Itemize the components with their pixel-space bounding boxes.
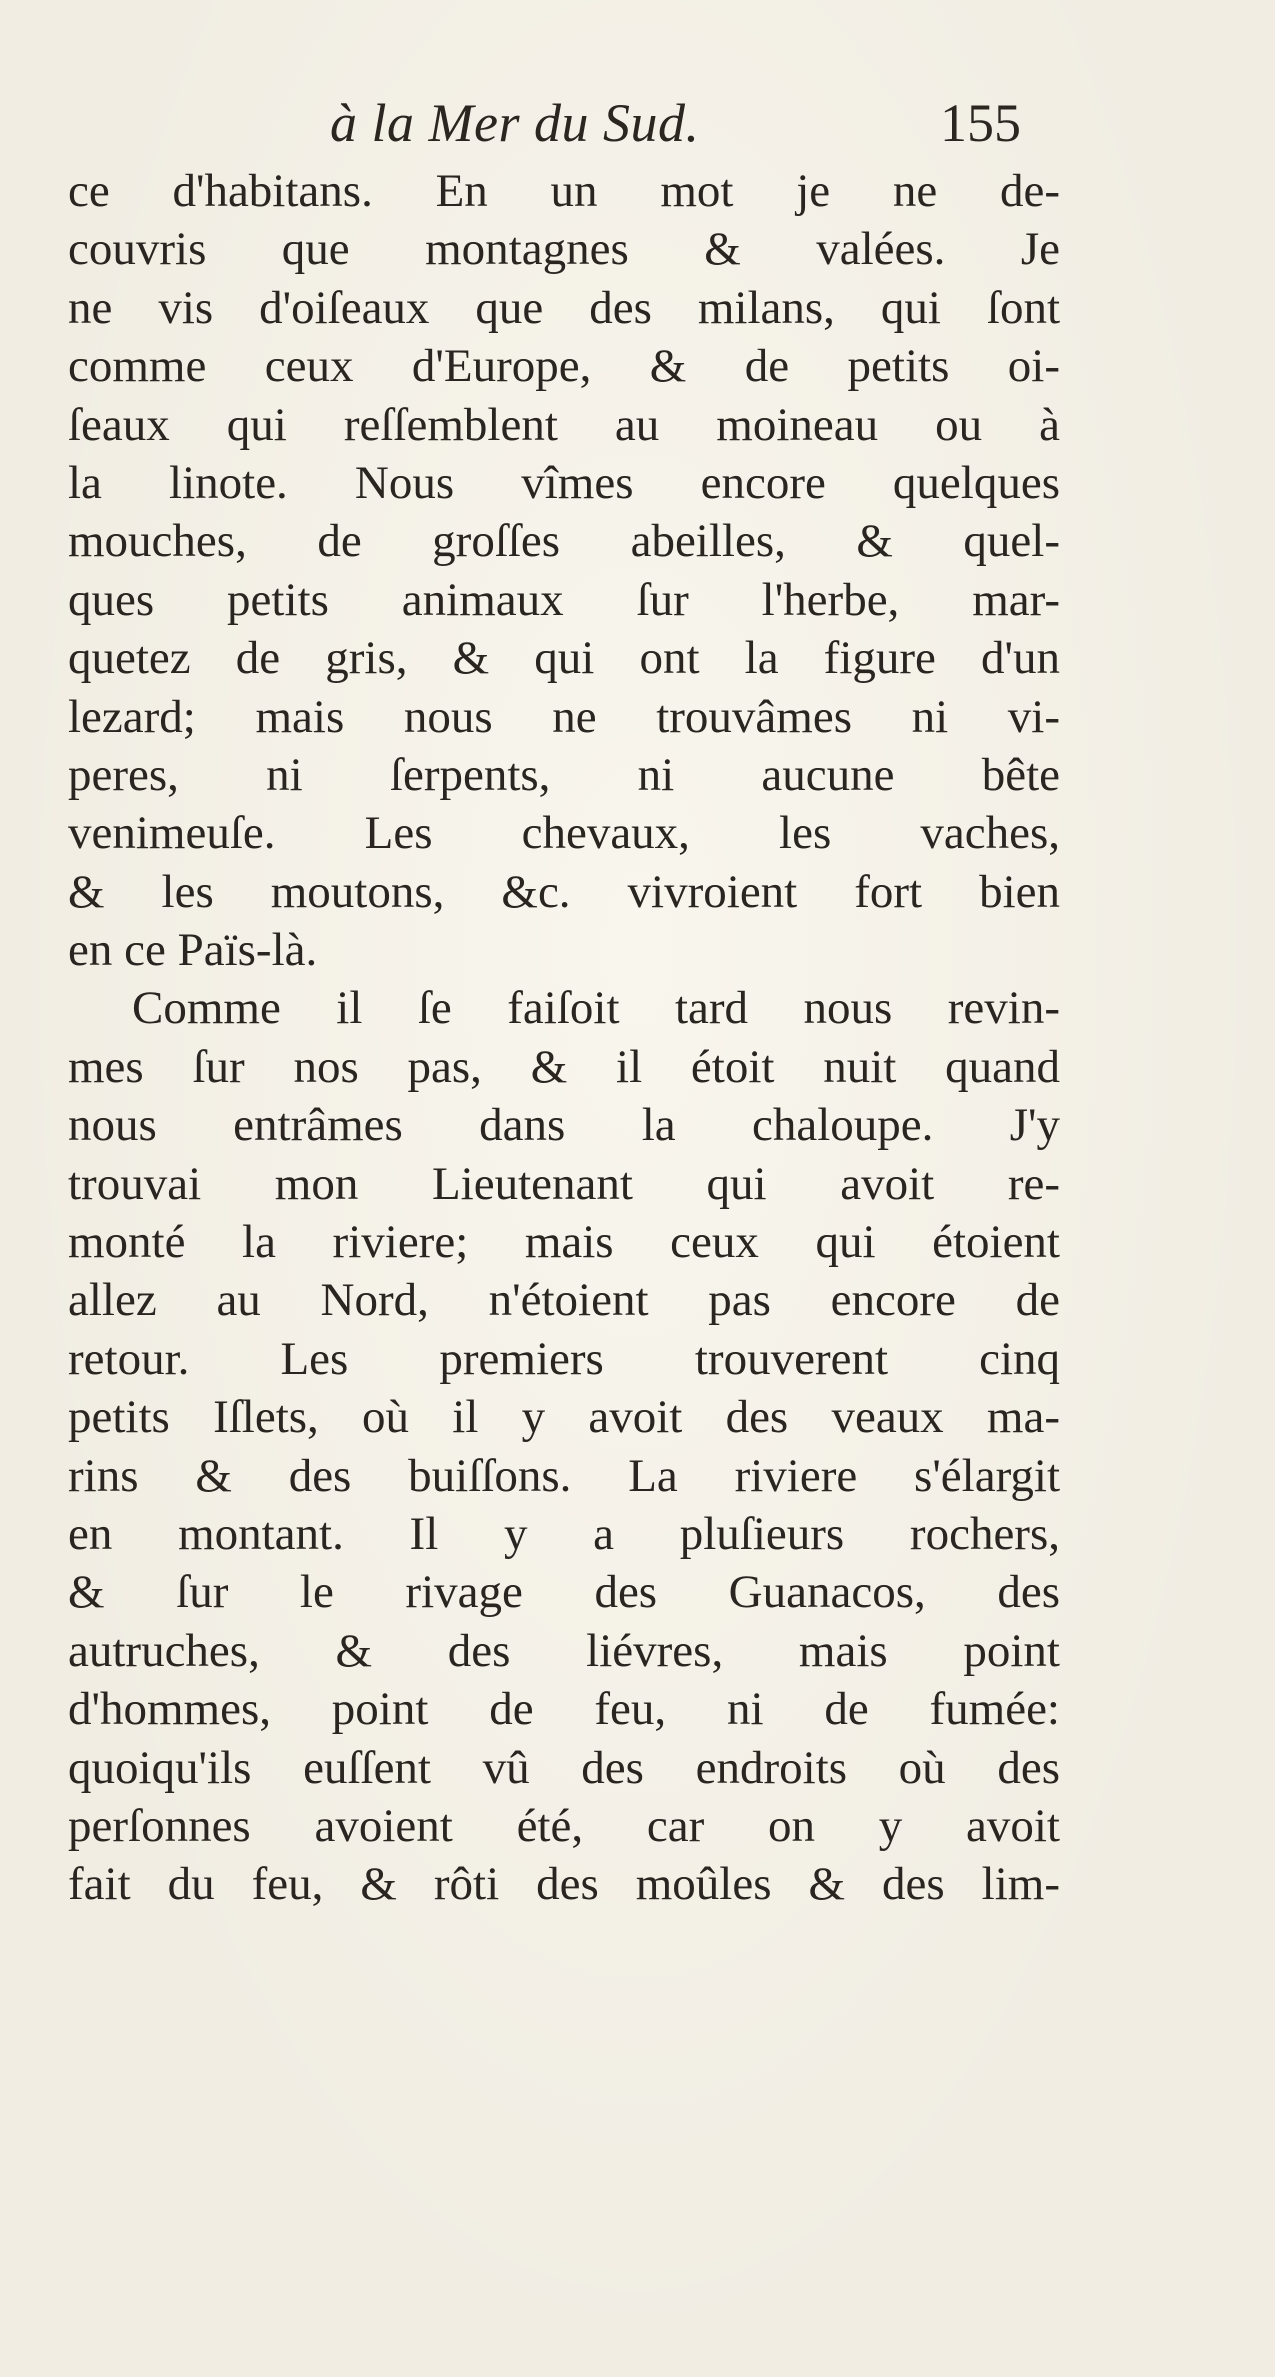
body-text [68, 162, 1060, 1914]
text-line: la linote. Nous vîmes encore quelques [68, 456, 1060, 509]
text-line: d'hommes, point de feu, ni de fumée: [68, 1683, 1060, 1736]
text-line: en montant. Il y a pluſieurs rochers, [68, 1507, 1060, 1560]
running-title: à la Mer du Sud. [330, 93, 700, 153]
text-line: couvris que montagnes & valées. Je [68, 223, 1060, 276]
text-line: peres, ni ſerpents, ni aucune bête [68, 748, 1060, 801]
text-line: comme ceux d'Europe, & de petits oi- [68, 340, 1060, 393]
text-line: lezard; mais nous ne trouvâmes ni vi- [68, 690, 1060, 743]
text-line: autruches, & des liévres, mais point [68, 1624, 1060, 1677]
page-number: 155 [940, 93, 1021, 153]
text-line: allez au Nord, n'étoient pas encore de [68, 1274, 1060, 1327]
text-line: venimeuſe. Les chevaux, les vaches, [68, 807, 1060, 860]
text-line: mes ſur nos pas, & il étoit nuit quand [68, 1040, 1060, 1093]
text-line: monté la riviere; mais ceux qui étoient [68, 1216, 1060, 1269]
text-line: ne vis d'oiſeaux que des milans, qui ſont [68, 281, 1060, 334]
text-line: ſeaux qui reſſemblent au moineau ou à [68, 398, 1060, 451]
text-line: quetez de gris, & qui ont la figure d'un [68, 632, 1060, 685]
text-line: quoiqu'ils euſſent vû des endroits où des [68, 1741, 1060, 1794]
text-line: nous entrâmes dans la chaloupe. J'y [68, 1099, 1060, 1152]
page-header [0, 88, 1275, 158]
text-line: mouches, de groſſes abeilles, & quel- [68, 515, 1060, 568]
text-line: ques petits animaux ſur l'herbe, mar- [68, 573, 1060, 626]
text-line: Comme il ſe faiſoit tard nous revin- [132, 982, 1060, 1035]
text-line: fait du feu, & rôti des moûles & des lim- [68, 1858, 1060, 1911]
text-line: & les moutons, &c. vivroient fort bien [68, 865, 1060, 918]
text-line: ce d'habitans. En un mot je ne de- [68, 165, 1060, 217]
text-line: & ſur le rivage des Guanacos, des [68, 1566, 1060, 1619]
text-line: trouvai mon Lieutenant qui avoit re- [68, 1157, 1060, 1210]
text-line: petits Iſlets, où il y avoit des veaux ma- [68, 1391, 1060, 1444]
text-line: retour. Les premiers trouverent cinq [68, 1332, 1060, 1385]
text-line: perſonnes avoient été, car on y avoit [68, 1799, 1060, 1852]
text-line: en ce Païs-là. [68, 924, 318, 977]
text-line: rins & des buiſſons. La riviere s'élargit [68, 1449, 1060, 1502]
